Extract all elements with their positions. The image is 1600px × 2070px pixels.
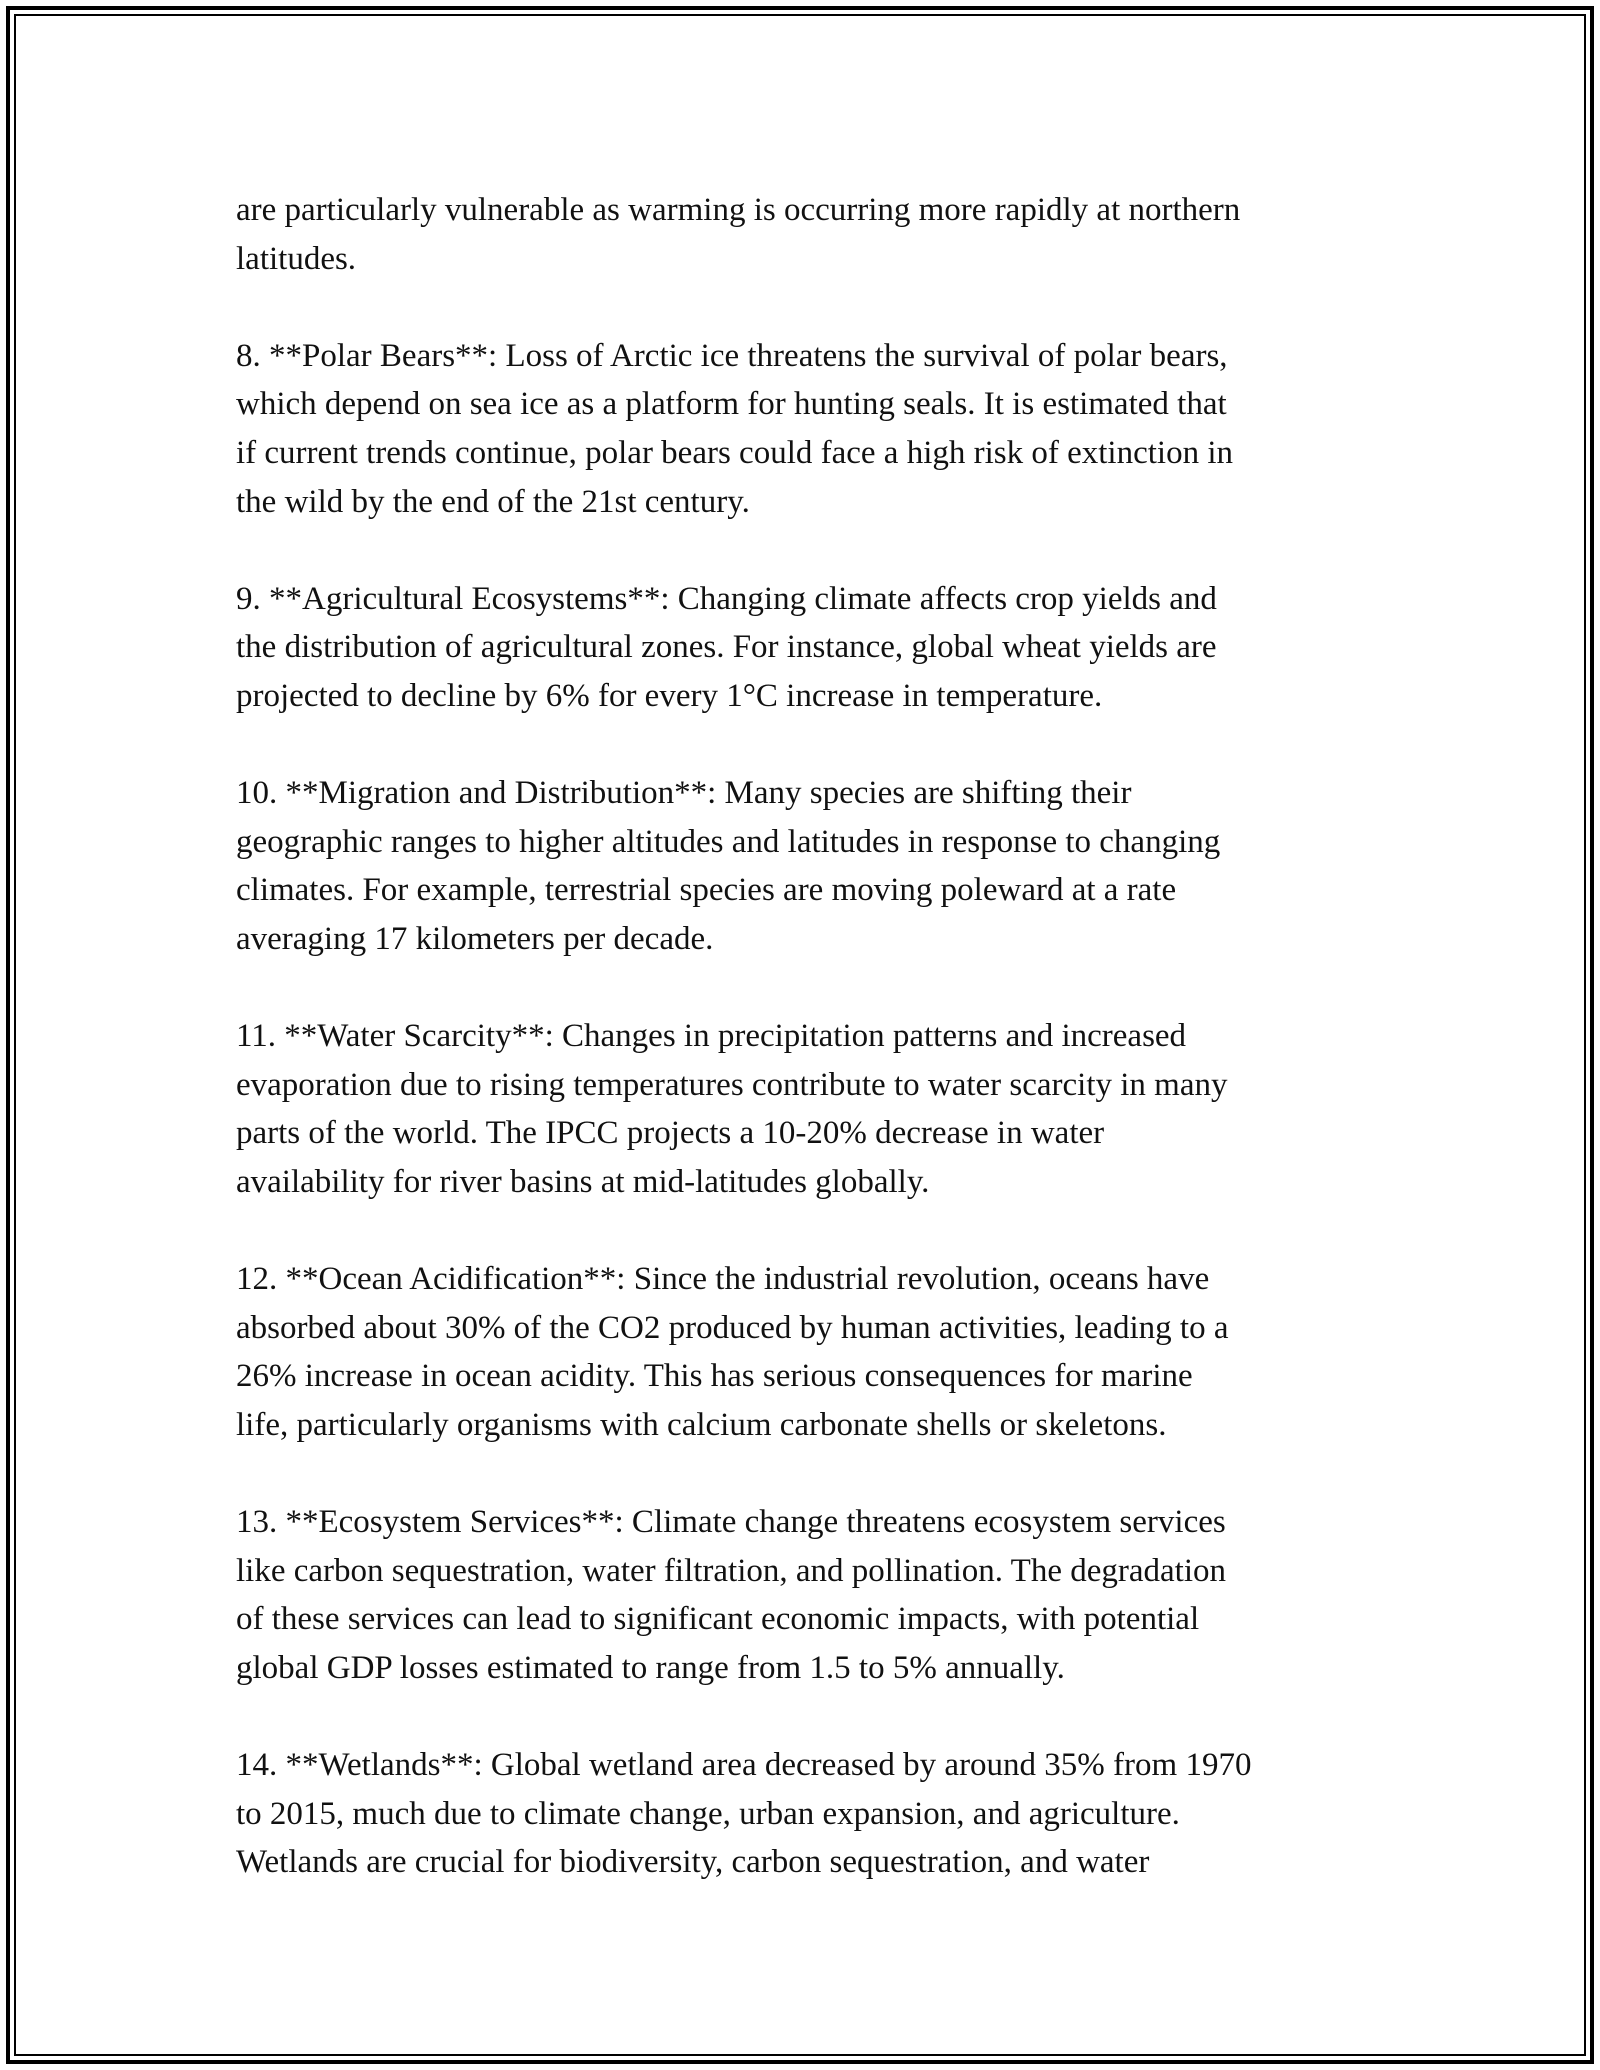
text-line: if current trends continue, polar bears could face a high risk of extinction in <box>236 434 1233 471</box>
text-line: Wetlands are crucial for biodiversity, carbon sequestration, and water <box>236 1844 1150 1881</box>
list-item-wetlands <box>236 1741 1376 1887</box>
list-item-polar-bears <box>236 332 1376 526</box>
text-line: averaging 17 kilometers per decade. <box>236 920 714 957</box>
text-line: 11. **Water Scarcity**: Changes in precipitation patterns and increased <box>236 1018 1187 1055</box>
paragraph-continuation <box>236 186 1376 283</box>
list-item-ocean-acidification <box>236 1255 1376 1449</box>
text-line: climates. For example, terrestrial species are moving poleward at a rate <box>236 872 1177 909</box>
text-line: projected to decline by 6% for every 1°C increase in temperature. <box>236 677 1103 714</box>
text-line: life, particularly organisms with calcium carbonate shells or skeletons. <box>236 1406 1167 1443</box>
text-line: 14. **Wetlands**: Global wetland area decreased by around 35% from 1970 <box>236 1747 1252 1783</box>
text-line: parts of the world. The IPCC projects a 10-20% decrease in water <box>236 1115 1105 1152</box>
text-line: absorbed about 30% of the CO2 produced by human activities, leading to a <box>236 1309 1229 1346</box>
list-item-migration-distribution <box>236 769 1376 963</box>
text-line: of these services can lead to significant economic impacts, with potential <box>236 1601 1200 1638</box>
text-line: are particularly vulnerable as warming is occurring more rapidly at northern <box>236 192 1241 228</box>
text-line: which depend on sea ice as a platform for hunting seals. It is estimated that <box>236 386 1227 423</box>
text-line: 8. **Polar Bears**: Loss of Arctic ice threatens the survival of polar bears, <box>236 337 1228 374</box>
text-line: like carbon sequestration, water filtration, and pollination. The degradation <box>236 1552 1226 1589</box>
text-line: the wild by the end of the 21st century. <box>236 483 750 520</box>
list-item-water-scarcity <box>236 1012 1376 1206</box>
text-line: latitudes. <box>236 240 357 277</box>
text-line: to 2015, much due to climate change, urban expansion, and agriculture. <box>236 1795 1180 1832</box>
list-item-agricultural-ecosystems <box>236 575 1376 721</box>
text-line: the distribution of agricultural zones. For instance, global wheat yields are <box>236 629 1217 666</box>
text-line: 10. **Migration and Distribution**: Many species are shifting their <box>236 775 1132 812</box>
text-line: 26% increase in ocean acidity. This has serious consequences for marine <box>236 1358 1193 1395</box>
text-line: 9. **Agricultural Ecosystems**: Changing climate affects crop yields and <box>236 580 1217 617</box>
list-item-ecosystem-services <box>236 1498 1376 1692</box>
text-line: geographic ranges to higher altitudes and latitudes in response to changing <box>236 823 1221 860</box>
text-line: 13. **Ecosystem Services**: Climate change threatens ecosystem services <box>236 1504 1226 1541</box>
text-line: availability for river basins at mid-latitudes globally. <box>236 1163 930 1200</box>
text-line: 12. **Ocean Acidification**: Since the industrial revolution, oceans have <box>236 1261 1210 1298</box>
document-body <box>236 186 1376 1935</box>
text-line: evaporation due to rising temperatures contribute to water scarcity in many <box>236 1066 1228 1103</box>
text-line: global GDP losses estimated to range from 1.5 to 5% annually. <box>236 1649 1065 1686</box>
